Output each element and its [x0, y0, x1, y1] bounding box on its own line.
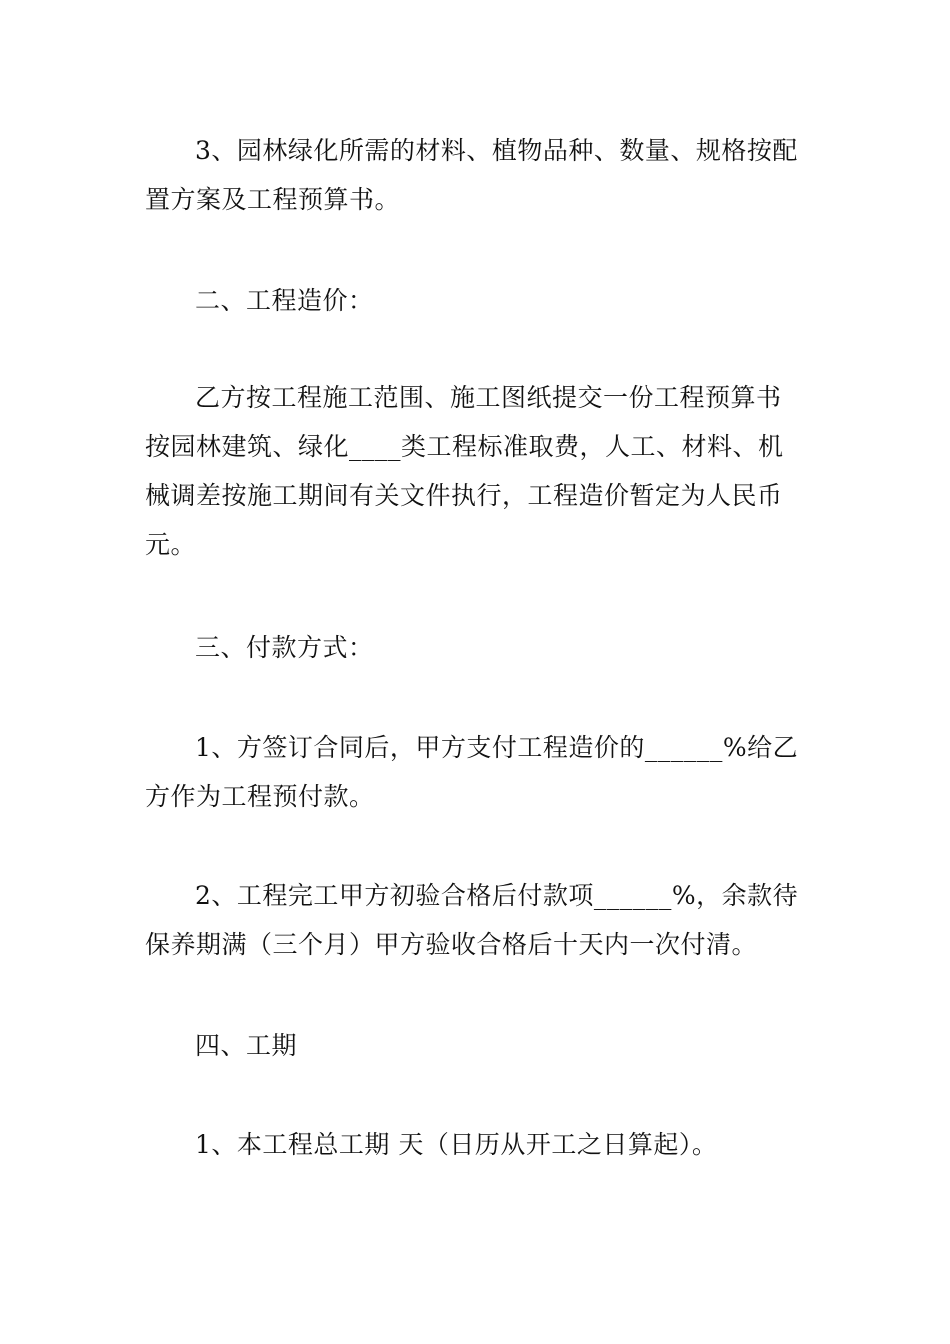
- text-line: 1、本工程总工期 天（日历从开工之日算起）。: [195, 1130, 718, 1159]
- text-line: 方作为工程预付款。: [145, 782, 375, 811]
- text-line: 1、方签订合同后，甲方支付工程造价的______%给乙: [195, 733, 799, 762]
- clause-materials: [145, 126, 810, 224]
- section-heading-duration: [145, 1021, 810, 1070]
- heading-text: 三、付款方式：: [195, 633, 374, 662]
- section-heading-payment: [145, 623, 810, 672]
- clause-payment-2: [145, 871, 810, 969]
- text-line: 3、园林绿化所需的材料、植物品种、数量、规格按配: [195, 136, 798, 165]
- section-heading-cost: [145, 276, 810, 325]
- text-line: 按园林建筑、绿化____类工程标准取费，人工、材料、机: [145, 432, 784, 461]
- clause-duration-1: [145, 1120, 810, 1169]
- clause-payment-1: [145, 723, 810, 821]
- text-line: 乙方按工程施工范围、施工图纸提交一份工程预算书: [195, 383, 782, 412]
- heading-text: 二、工程造价：: [195, 286, 374, 315]
- clause-cost-body: [145, 373, 810, 569]
- text-line: 元。: [145, 530, 197, 559]
- text-line: 置方案及工程预算书。: [145, 185, 401, 214]
- text-line: 保养期满（三个月）甲方验收合格后十天内一次付清。: [145, 930, 758, 959]
- text-line: 械调差按施工期间有关文件执行，工程造价暂定为人民币: [145, 481, 783, 510]
- text-line: 2、工程完工甲方初验合格后付款项______%，余款待: [195, 881, 799, 910]
- heading-text: 四、工期: [195, 1031, 298, 1060]
